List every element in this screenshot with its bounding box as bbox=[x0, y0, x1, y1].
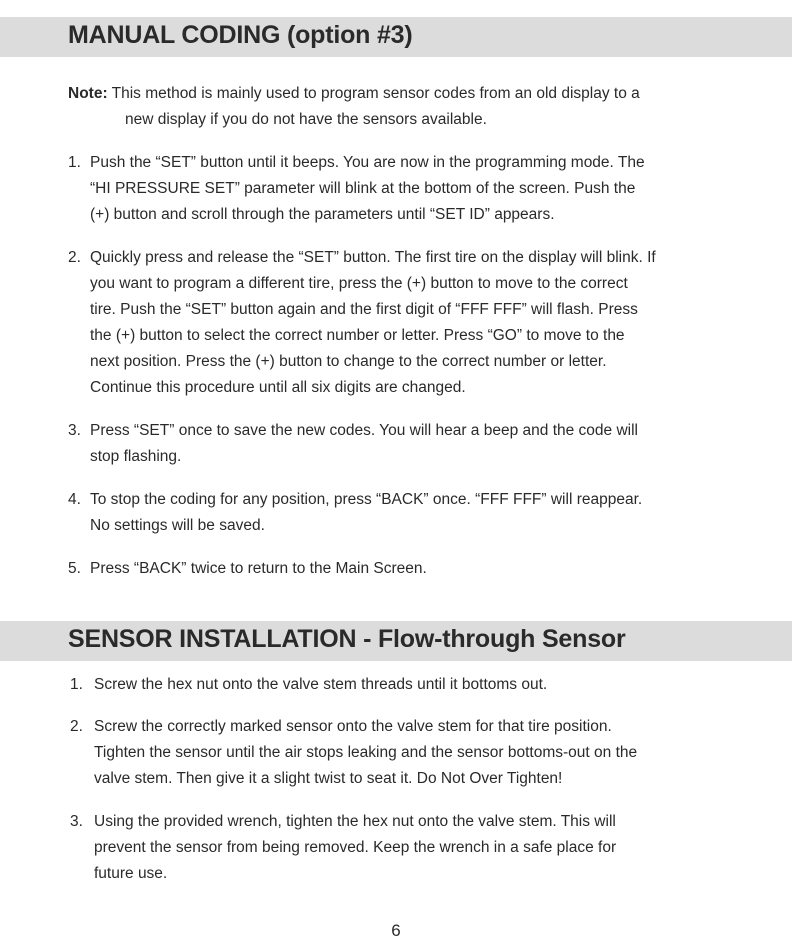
step-line: Press “BACK” twice to return to the Main Screen. bbox=[90, 560, 427, 577]
step-line: (+) button and scroll through the parameters until “SET ID” appears. bbox=[90, 206, 555, 223]
step-number: 3. bbox=[68, 422, 81, 439]
manual-coding-header-bar bbox=[0, 17, 792, 57]
step-line: the (+) button to select the correct number or letter. Press “GO” to move to the bbox=[90, 327, 625, 344]
note-label: Note: bbox=[68, 85, 108, 102]
step-line: future use. bbox=[94, 865, 168, 882]
sensor-installation-heading: SENSOR INSTALLATION - Flow-through Sensor bbox=[68, 625, 626, 653]
sensor-installation-step-2 bbox=[70, 714, 740, 792]
step-line: “HI PRESSURE SET” parameter will blink at the bottom of the screen. Push the bbox=[90, 180, 636, 197]
step-number: 3. bbox=[70, 813, 83, 830]
step-number: 5. bbox=[68, 560, 81, 577]
sensor-installation-header-bar bbox=[0, 621, 792, 661]
step-line: valve stem. Then give it a slight twist to seat it. Do Not Over Tighten! bbox=[94, 770, 563, 787]
manual-coding-step-1 bbox=[68, 150, 738, 228]
step-number: 2. bbox=[68, 249, 81, 266]
step-line: you want to program a different tire, press the (+) button to move to the correct bbox=[90, 275, 628, 292]
step-line: tire. Push the “SET” button again and the first digit of “FFF FFF” will flash. Press bbox=[90, 301, 638, 318]
step-line: Screw the correctly marked sensor onto the valve stem for that tire position. bbox=[94, 718, 612, 735]
step-line: Press “SET” once to save the new codes. You will hear a beep and the code will bbox=[90, 422, 638, 439]
step-line: Quickly press and release the “SET” button. The first tire on the display will blink. If bbox=[90, 249, 656, 266]
sensor-installation-step-1 bbox=[70, 672, 740, 698]
step-line: next position. Press the (+) button to change to the correct number or letter. bbox=[90, 353, 607, 370]
step-line: Using the provided wrench, tighten the hex nut onto the valve stem. This will bbox=[94, 813, 616, 830]
step-line: To stop the coding for any position, press “BACK” once. “FFF FFF” will reappear. bbox=[90, 491, 643, 508]
sensor-installation-step-3 bbox=[70, 809, 740, 887]
step-number: 1. bbox=[70, 676, 83, 693]
step-line: Tighten the sensor until the air stops leaking and the sensor bottoms-out on the bbox=[94, 744, 638, 761]
manual-coding-step-4 bbox=[68, 487, 738, 539]
note-line-2: new display if you do not have the sensors available. bbox=[125, 111, 487, 128]
step-number: 1. bbox=[68, 154, 81, 171]
step-number: 4. bbox=[68, 491, 81, 508]
step-line: No settings will be saved. bbox=[90, 517, 265, 534]
step-line: Push the “SET” button until it beeps. You are now in the programming mode. The bbox=[90, 154, 645, 171]
step-line: prevent the sensor from being removed. Keep the wrench in a safe place for bbox=[94, 839, 617, 856]
step-line: Screw the hex nut onto the valve stem threads until it bottoms out. bbox=[94, 676, 548, 693]
page-number: 6 bbox=[391, 921, 401, 940]
note-line-1: This method is mainly used to program sensor codes from an old display to a bbox=[111, 85, 640, 102]
note-paragraph bbox=[68, 81, 748, 133]
step-line: Continue this procedure until all six digits are changed. bbox=[90, 379, 466, 396]
manual-coding-step-2 bbox=[68, 245, 748, 401]
step-number: 2. bbox=[70, 718, 83, 735]
step-line: stop flashing. bbox=[90, 448, 182, 465]
manual-coding-step-5 bbox=[68, 556, 738, 582]
manual-coding-heading: MANUAL CODING (option #3) bbox=[68, 21, 413, 49]
manual-coding-step-3 bbox=[68, 418, 738, 470]
